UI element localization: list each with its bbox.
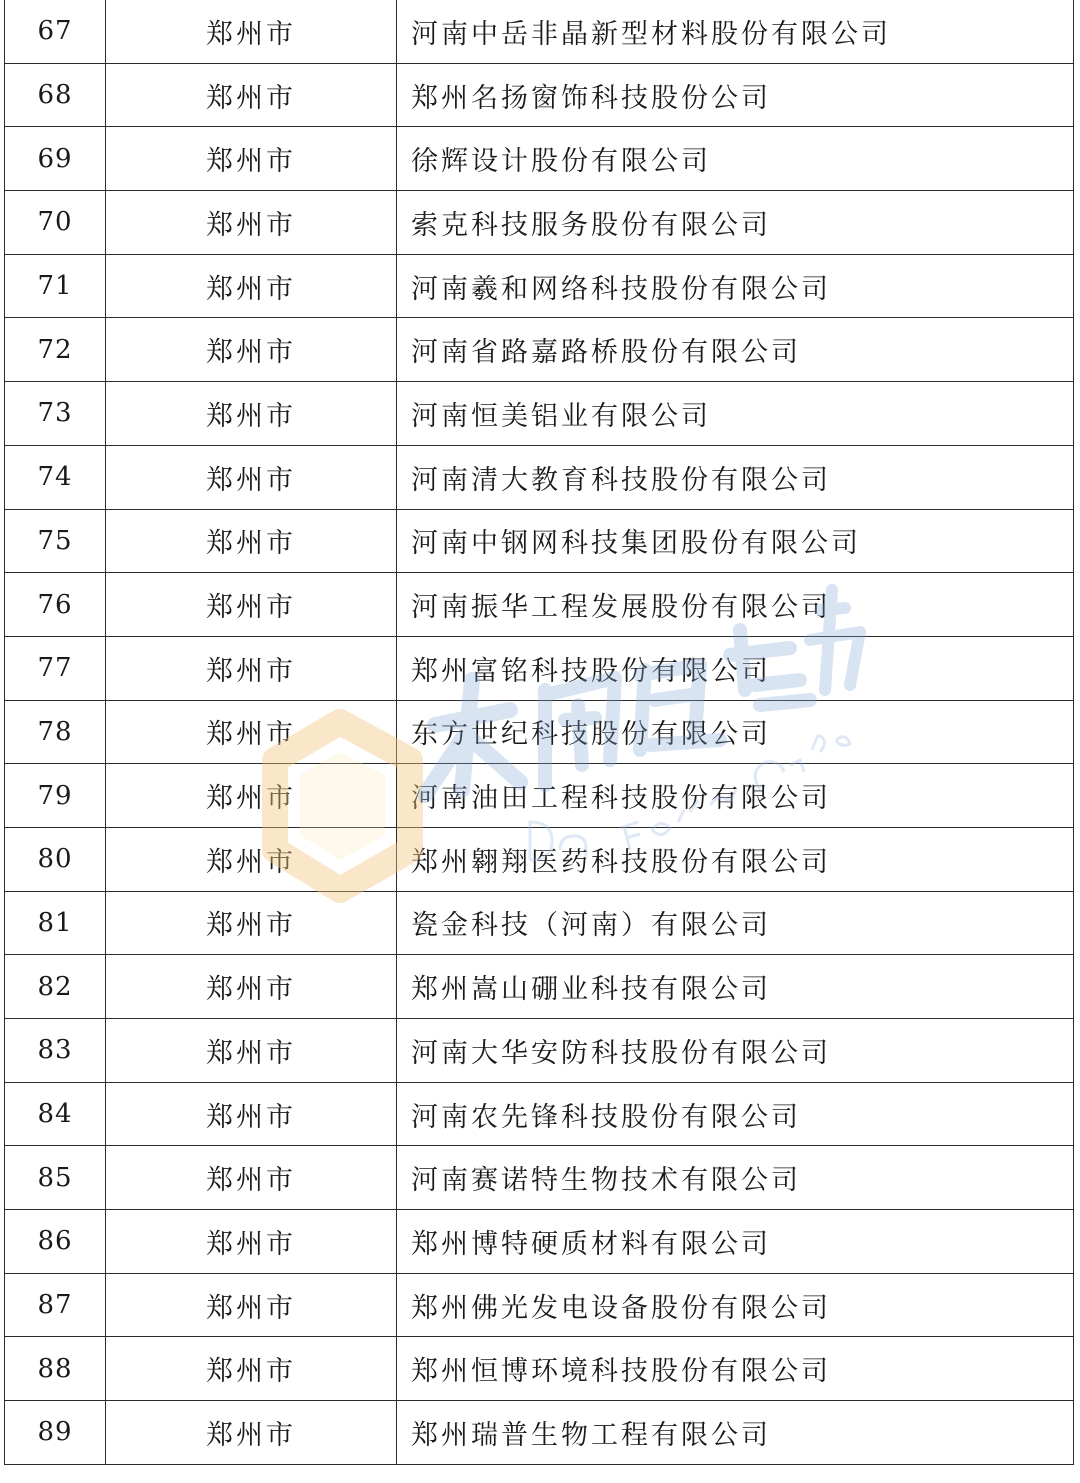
row-city: 郑州市 (106, 1210, 397, 1274)
row-company: 郑州恒博环境科技股份有限公司 (397, 1337, 1074, 1401)
row-company: 河南油田工程科技股份有限公司 (397, 764, 1074, 828)
row-city: 郑州市 (106, 1019, 397, 1083)
table-row (5, 318, 1074, 382)
row-company: 郑州佛光发电设备股份有限公司 (397, 1273, 1074, 1337)
row-number: 73 (5, 382, 106, 446)
row-city: 郑州市 (106, 318, 397, 382)
table-row (5, 700, 1074, 764)
row-company: 徐辉设计股份有限公司 (397, 127, 1074, 191)
row-city: 郑州市 (106, 1082, 397, 1146)
row-city: 郑州市 (106, 827, 397, 891)
table-row (5, 63, 1074, 127)
row-city: 郑州市 (106, 1273, 397, 1337)
row-number: 79 (5, 764, 106, 828)
row-city: 郑州市 (106, 1146, 397, 1210)
row-city: 郑州市 (106, 955, 397, 1019)
row-company: 河南清大教育科技股份有限公司 (397, 445, 1074, 509)
row-city: 郑州市 (106, 1401, 397, 1465)
row-city: 郑州市 (106, 191, 397, 255)
row-number: 71 (5, 254, 106, 318)
row-city: 郑州市 (106, 1337, 397, 1401)
row-number: 70 (5, 191, 106, 255)
row-company: 东方世纪科技股份有限公司 (397, 700, 1074, 764)
row-company: 河南省路嘉路桥股份有限公司 (397, 318, 1074, 382)
row-company: 郑州名扬窗饰科技股份公司 (397, 63, 1074, 127)
row-city: 郑州市 (106, 636, 397, 700)
table-row (5, 1082, 1074, 1146)
row-number: 84 (5, 1082, 106, 1146)
table-row (5, 1401, 1074, 1465)
row-company: 郑州翱翔医药科技股份有限公司 (397, 827, 1074, 891)
row-company: 河南赛诺特生物技术有限公司 (397, 1146, 1074, 1210)
row-city: 郑州市 (106, 764, 397, 828)
row-number: 86 (5, 1210, 106, 1274)
table-row (5, 827, 1074, 891)
row-company: 河南羲和网络科技股份有限公司 (397, 254, 1074, 318)
row-number: 75 (5, 509, 106, 573)
row-company: 河南振华工程发展股份有限公司 (397, 573, 1074, 637)
row-city: 郑州市 (106, 891, 397, 955)
table-row (5, 254, 1074, 318)
row-number: 77 (5, 636, 106, 700)
company-list-table-wrapper (4, 0, 1073, 1465)
row-company: 郑州富铭科技股份有限公司 (397, 636, 1074, 700)
row-city: 郑州市 (106, 700, 397, 764)
row-company: 河南大华安防科技股份有限公司 (397, 1019, 1074, 1083)
company-list-table (4, 0, 1074, 1465)
table-row (5, 127, 1074, 191)
row-company: 河南恒美铝业有限公司 (397, 382, 1074, 446)
row-company: 郑州嵩山硼业科技有限公司 (397, 955, 1074, 1019)
table-row (5, 1273, 1074, 1337)
table-row (5, 891, 1074, 955)
row-number: 78 (5, 700, 106, 764)
row-number: 72 (5, 318, 106, 382)
row-city: 郑州市 (106, 254, 397, 318)
table-row (5, 636, 1074, 700)
row-company: 郑州瑞普生物工程有限公司 (397, 1401, 1074, 1465)
row-city: 郑州市 (106, 445, 397, 509)
row-number: 69 (5, 127, 106, 191)
row-number: 74 (5, 445, 106, 509)
table-row (5, 0, 1074, 63)
row-number: 80 (5, 827, 106, 891)
table-row (5, 764, 1074, 828)
row-number: 85 (5, 1146, 106, 1210)
row-number: 76 (5, 573, 106, 637)
row-company: 河南中钢网科技集团股份有限公司 (397, 509, 1074, 573)
table-row (5, 191, 1074, 255)
row-city: 郑州市 (106, 0, 397, 63)
row-number: 88 (5, 1337, 106, 1401)
row-city: 郑州市 (106, 382, 397, 446)
table-row (5, 573, 1074, 637)
row-number: 82 (5, 955, 106, 1019)
row-number: 87 (5, 1273, 106, 1337)
row-number: 83 (5, 1019, 106, 1083)
table-body (5, 0, 1074, 1464)
row-number: 67 (5, 0, 106, 63)
table-row (5, 1146, 1074, 1210)
table-row (5, 955, 1074, 1019)
row-city: 郑州市 (106, 509, 397, 573)
table-row (5, 1210, 1074, 1274)
row-company: 索克科技服务股份有限公司 (397, 191, 1074, 255)
table-row (5, 445, 1074, 509)
row-company: 河南中岳非晶新型材料股份有限公司 (397, 0, 1074, 63)
row-number: 89 (5, 1401, 106, 1465)
row-company: 瓷金科技（河南）有限公司 (397, 891, 1074, 955)
row-city: 郑州市 (106, 63, 397, 127)
row-company: 河南农先锋科技股份有限公司 (397, 1082, 1074, 1146)
table-row (5, 1019, 1074, 1083)
table-row (5, 509, 1074, 573)
row-city: 郑州市 (106, 573, 397, 637)
row-number: 68 (5, 63, 106, 127)
table-row (5, 1337, 1074, 1401)
table-row (5, 382, 1074, 446)
row-number: 81 (5, 891, 106, 955)
row-company: 郑州博特硬质材料有限公司 (397, 1210, 1074, 1274)
row-city: 郑州市 (106, 127, 397, 191)
